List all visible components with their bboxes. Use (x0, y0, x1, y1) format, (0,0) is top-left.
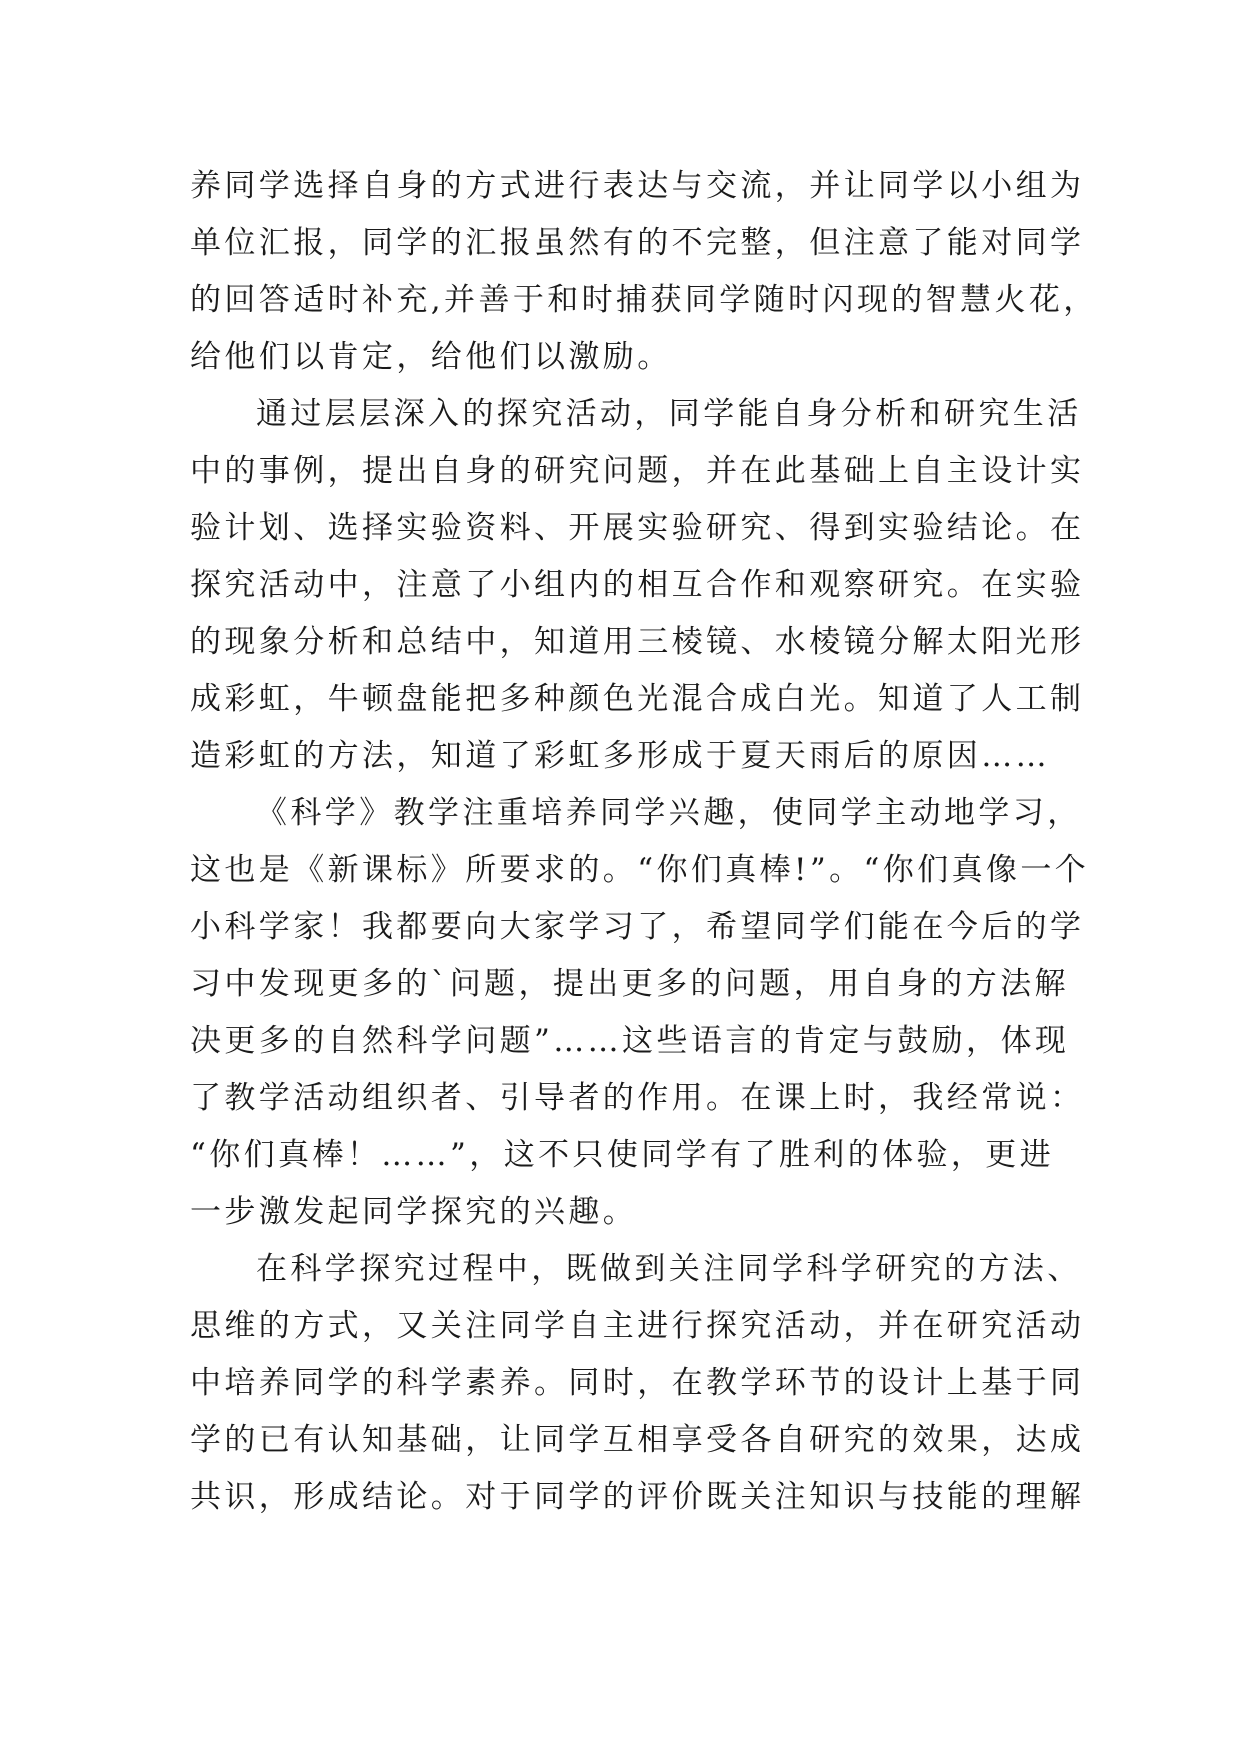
document-body (190, 158, 1098, 1526)
paragraph-line: 中的事例，提出自身的研究问题，并在此基础上自主设计实 (190, 453, 1085, 489)
paragraph-line: 这也是《新课标》所要求的。“你们真棒!”。“你们真像一个 (190, 852, 1090, 888)
paragraph-line: 养同学选择自身的方式进行表达与交流，并让同学以小组为 (190, 168, 1085, 204)
paragraph-4 (190, 1241, 1090, 1526)
paragraph-3 (190, 785, 1090, 1241)
paragraph-line: 小科学家！我都要向大家学习了，希望同学们能在今后的学 (190, 909, 1085, 945)
paragraph-first-line: 通过层层深入的探究活动，同学能自身分析和研究生活 (256, 396, 1082, 432)
paragraph-first-line: 在科学探究过程中，既做到关注同学科学研究的方法、 (256, 1251, 1082, 1287)
paragraph-line: 单位汇报，同学的汇报虽然有的不完整，但注意了能对同学 (190, 225, 1085, 261)
paragraph-line: 习中发现更多的`问题，提出更多的问题，用自身的方法解 (190, 966, 1069, 1002)
paragraph-line: “你们真棒！……”，这不只使同学有了胜利的体验，更进 (190, 1137, 1055, 1173)
paragraph-line: 了教学活动组织者、引导者的作用。在课上时，我经常说： (190, 1080, 1085, 1116)
paragraph-line: 验计划、选择实验资料、开展实验研究、得到实验结论。在 (190, 510, 1085, 546)
paragraph-first-line: 《科学》教学注重培养同学兴趣，使同学主动地学习， (256, 795, 1082, 831)
paragraph-2 (190, 386, 1090, 785)
paragraph-line: 给他们以肯定，给他们以激励。 (190, 339, 672, 375)
paragraph-1 (190, 158, 1098, 386)
paragraph-line: 一步激发起同学探究的兴趣。 (190, 1194, 638, 1230)
paragraph-line: 的现象分析和总结中，知道用三棱镜、水棱镜分解太阳光形 (190, 624, 1085, 660)
paragraph-line: 思维的方式，又关注同学自主进行探究活动，并在研究活动 (190, 1308, 1085, 1344)
paragraph-line: 探究活动中，注意了小组内的相互合作和观察研究。在实验 (190, 567, 1085, 603)
paragraph-line: 造彩虹的方法，知道了彩虹多形成于夏天雨后的原因…… (190, 738, 1050, 774)
paragraph-line: 中培养同学的科学素养。同时，在教学环节的设计上基于同 (190, 1365, 1085, 1401)
paragraph-line: 学的已有认知基础，让同学互相享受各自研究的效果，达成 (190, 1422, 1085, 1458)
paragraph-line: 共识，形成结论。对于同学的评价既关注知识与技能的理解 (190, 1479, 1085, 1515)
paragraph-line: 决更多的自然科学问题”……这些语言的肯定与鼓励，体现 (190, 1023, 1070, 1059)
paragraph-line: 的回答适时补充,并善于和时捕获同学随时闪现的智慧火花， (190, 282, 1098, 318)
paragraph-line: 成彩虹，牛顿盘能把多种颜色光混合成白光。知道了人工制 (190, 681, 1085, 717)
